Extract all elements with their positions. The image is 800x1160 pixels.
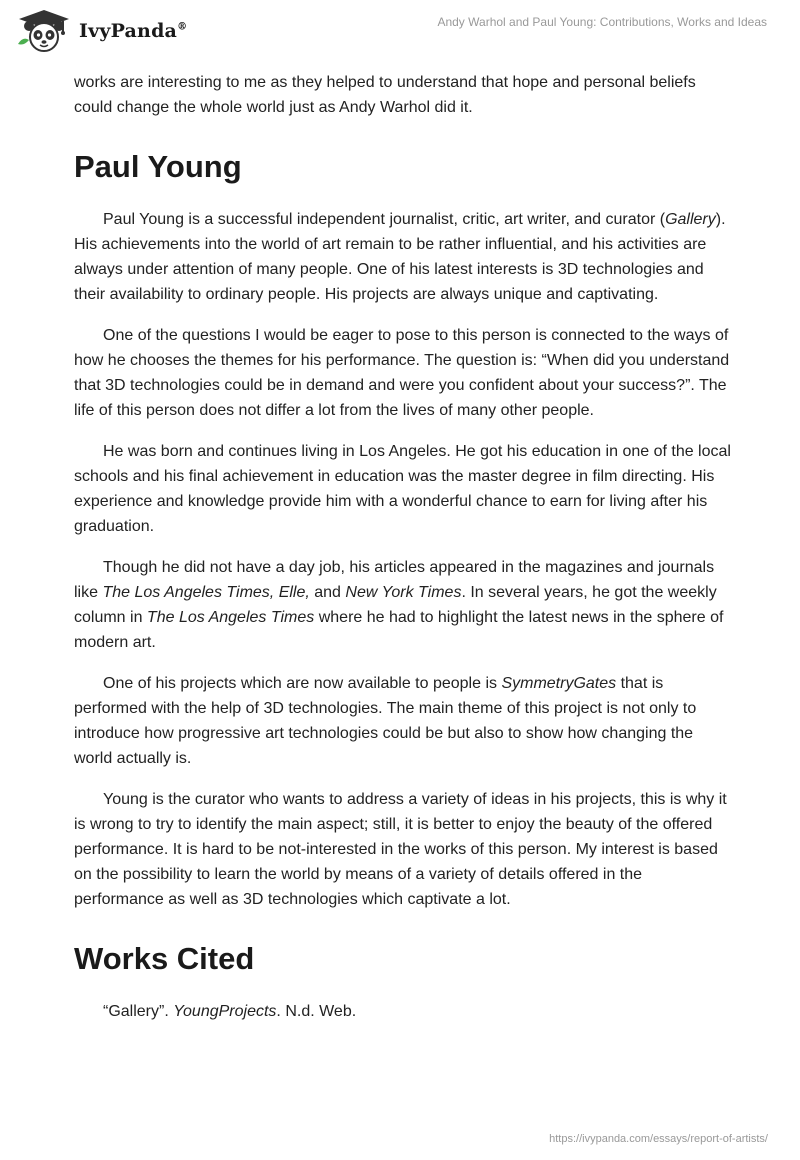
- paragraph-4: Though he did not have a day job, his articles appeared in the magazines and journals like The Los Angeles Times, Elle, and New York Times. In several years, he got the weekly column in The Los Angeles Times where he had to highlight the latest news in the sphere of modern art.: [74, 559, 724, 651]
- section-heading-works-cited: Works Cited: [74, 941, 255, 976]
- paragraph-3: He was born and continues living in Los Angeles. He got his education in one of the local schools and his final achievement in education was the master degree in film directing. His experience and knowledge provide him with a wonderful chance to earn for living after his graduation.: [74, 443, 731, 535]
- source-url[interactable]: https://ivypanda.com/essays/report-of-artists/: [549, 1133, 768, 1145]
- logo-wordmark: IvyPanda®: [79, 20, 188, 42]
- page-header: [0, 0, 800, 64]
- essay-content: [74, 70, 734, 1040]
- document-title: Andy Warhol and Paul Young: Contributions, Works and Ideas: [437, 15, 767, 29]
- intro-paragraph: works are interesting to me as they helped to understand that hope and personal beliefs could change the whole world just as Andy Warhol did it.: [74, 74, 696, 116]
- paragraph-1: Paul Young is a successful independent journalist, critic, art writer, and curator (Gallery). His achievements into the world of art remain to be rather influential, and his activities are always under attention of many people. One of his latest interests is 3D technologies and their availability to ordinary people. His projects are always unique and captivating.: [74, 211, 726, 303]
- panda-icon: [15, 8, 73, 52]
- citation-entry: “Gallery”. YoungProjects. N.d. Web.: [103, 1003, 357, 1020]
- section-heading-paul-young: Paul Young: [74, 149, 242, 184]
- ivypanda-logo[interactable]: [15, 8, 187, 52]
- paragraph-5: One of his projects which are now available to people is SymmetryGates that is performed with the help of 3D technologies. The main theme of this project is not only to introduce how progressive art technologies could be but also to show how changing the world actually is.: [74, 675, 697, 767]
- paragraph-6: Young is the curator who wants to address a variety of ideas in his projects, this is why it is wrong to try to identify the main aspect; still, it is better to enjoy the beauty of the offered performance. It is hard to be not-interested in the works of this person. My interest is based on the possibility to learn the world by means of a variety of details offered in the performance as well as 3D technologies which captivate a lot.: [74, 791, 727, 908]
- paragraph-2: One of the questions I would be eager to pose to this person is connected to the ways of how he chooses the themes for his performance. The question is: “When did you understand that 3D technologies could be in demand and were you confident about your success?”. The life of this person does not differ a lot from the lives of many other people.: [74, 327, 730, 419]
